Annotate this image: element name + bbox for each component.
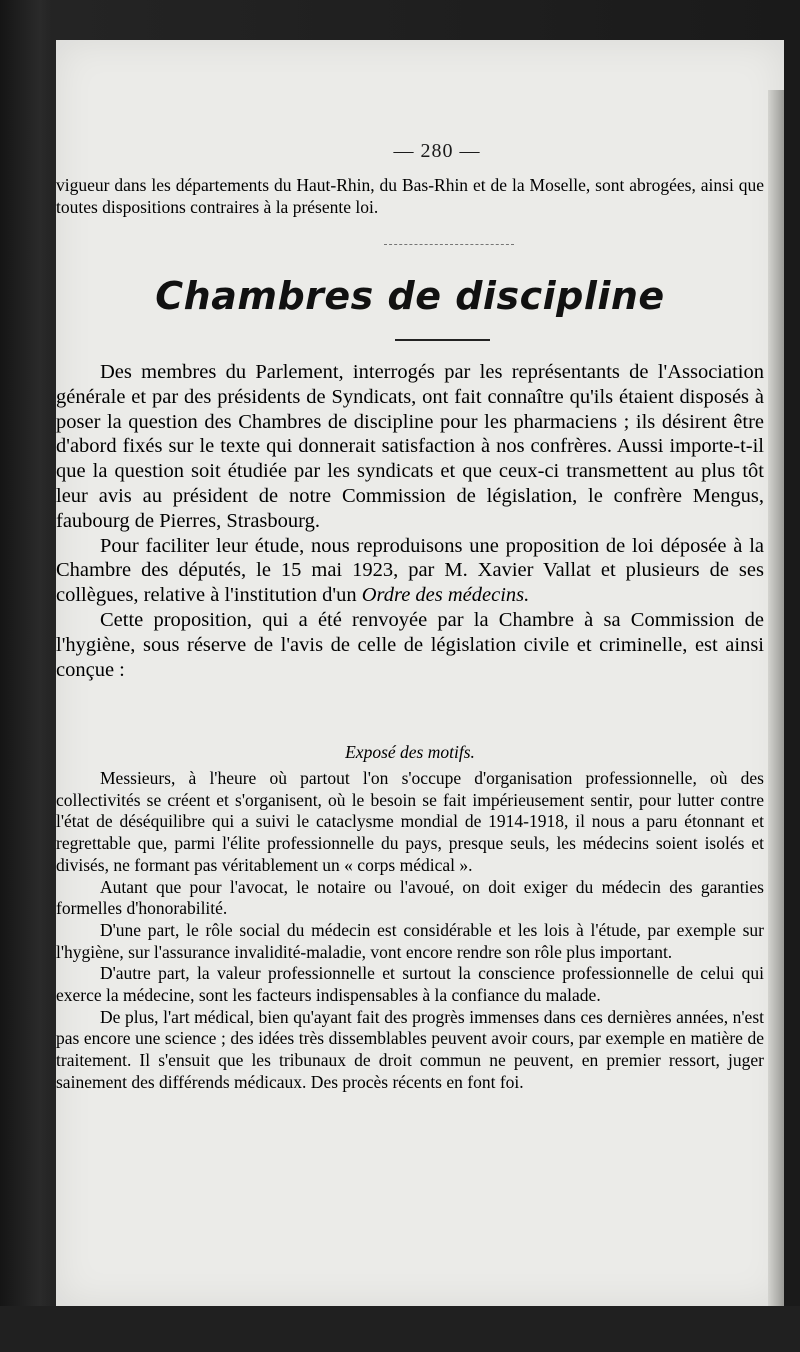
body-text — [56, 360, 764, 682]
motif-paragraph-5: De plus, l'art médical, bien qu'ayant fait des progrès immenses dans ces dernières années, n'est pas encore une science ; des idées très dissemblables peuvent avoir cours, par exemple en matière de traitement. Il s'ensuit que les tribunaux de droit commun ne peuvent, en premier ressort, juger sainement des différends médicaux. Des procès récents en font foi. — [56, 1006, 764, 1092]
title-underline — [395, 339, 490, 341]
body-paragraph-3: Cette proposition, qui a été renvoyée par la Chambre à sa Commission de l'hygiène, sous réserve de l'avis de celle de législation civile et criminelle, est ainsi conçue : — [56, 608, 764, 681]
expose-text — [56, 768, 764, 1094]
body-paragraph-2-text: Pour faciliter leur étude, nous reproduisons une proposition de loi déposée à la Chambre des députés, le 15 mai 1923, par M. Xavier Vallat et plusieurs de ses collègues, relative à l'institution d'un — [56, 534, 764, 607]
motif-paragraph-4: D'autre part, la valeur professionnelle et surtout la conscience professionnelle de celui qui exerce la médecine, sont les facteurs indispensables à la confiance du malade. — [56, 963, 764, 1006]
body-paragraph-1: Des membres du Parlement, interrogés par les représentants de l'Association générale et par des présidents de Syndicats, ont fait connaître qu'ils étaient disposés à poser la question des Chambres de discipline pour les pharmaciens ; ils désirent être d'abord fixés sur le texte qui donnerait satisfaction à nos confrères. Aussi importe-t-il que la question soit étudiée par les syndicats et que ceux-ci transmettent au plus tôt leur avis au président de notre Commission de législation, le confrère Mengus, faubourg de Pierres, Strasbourg. — [56, 361, 764, 532]
section-separator — [384, 244, 514, 249]
body-paragraph-2-italic: Ordre des médecins. — [361, 584, 530, 607]
page-edge — [768, 90, 784, 1340]
intro-paragraph: vigueur dans les départements du Haut-Rhin, du Bas-Rhin et de la Moselle, sont abrogées, ainsi que toutes dispositions contraires à la présente loi. — [56, 175, 764, 217]
section-title: Chambres de discipline — [155, 274, 665, 318]
motif-paragraph-3: D'une part, le rôle social du médecin est considérable et les lois à l'étude, par exemple sur l'hygiène, sur l'assurance invalidité-maladie, vont encore rendre son rôle plus important. — [56, 919, 764, 962]
bottom-margin — [0, 1306, 800, 1352]
motif-paragraph-2: Autant que pour l'avocat, le notaire ou l'avoué, on doit exiger du médecin des garanties formelles d'honorabilité. — [56, 876, 764, 919]
expose-title: Exposé des motifs. — [345, 742, 475, 762]
motif-paragraph-1: Messieurs, à l'heure où partout l'on s'occupe d'organisation professionnelle, où des collectivités se créent et s'organisent, où le besoin se fait impérieusement sentir, pour lutter contre l'état de déséquilibre qui a suivi le cataclysme mondial de 1914-1918, il nous a paru étonnant et regrettable que, parmi l'élite professionnelle du pays, presque seuls, les médecins soient isolés et divisés, ne formant pas véritablement un « corps médical ». — [56, 768, 764, 875]
page-number: — 280 — — [393, 140, 481, 162]
body-paragraph-2 — [56, 534, 764, 608]
